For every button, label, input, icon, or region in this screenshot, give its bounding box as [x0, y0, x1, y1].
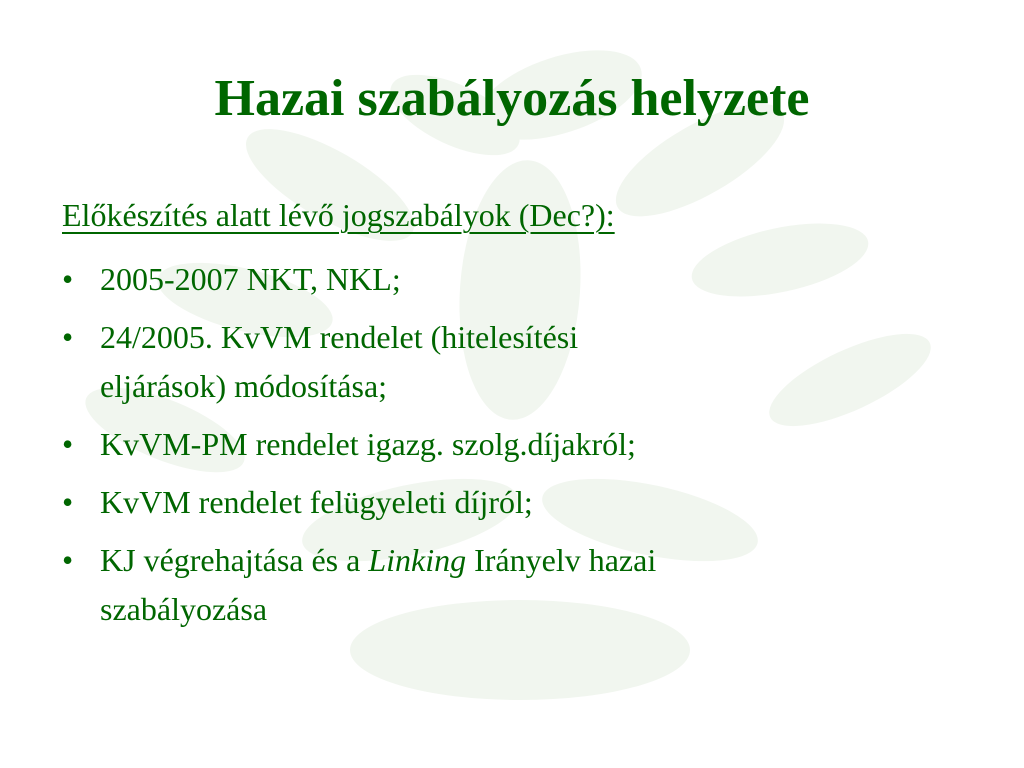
list-item: [62, 536, 962, 634]
section-heading: Előkészítés alatt lévő jogszabályok (Dec?):: [62, 197, 615, 233]
bullet-icon: •: [62, 542, 74, 578]
list-item-text: KvVM-PM rendelet igazg. szolg.díjakról;: [100, 426, 636, 462]
list-item-text-prefix: KJ végrehajtása és a: [100, 542, 369, 578]
list-item-text-line-1: 24/2005. KvVM rendelet (hitelesítési: [100, 319, 579, 355]
list-item: [62, 478, 962, 527]
list-item: [62, 313, 962, 411]
slide-title: Hazai szabályozás helyzete: [214, 70, 810, 127]
bullet-icon: •: [62, 261, 74, 297]
bullet-icon: •: [62, 484, 74, 520]
list-item-text: 2005-2007 NKT, NKL;: [100, 261, 401, 297]
emphasized-term: Linking: [368, 542, 467, 578]
list-item: [62, 420, 962, 469]
bullet-list: [62, 255, 962, 643]
list-item-text-line-2: szabályozása: [100, 591, 268, 627]
bullet-icon: •: [62, 319, 74, 355]
list-item: [62, 255, 962, 304]
list-item-text-suffix: Irányelv hazai: [466, 542, 657, 578]
bullet-icon: •: [62, 426, 74, 462]
list-item-text: KvVM rendelet felügyeleti díjról;: [100, 484, 533, 520]
list-item-text-line-2: eljárások) módosítása;: [100, 368, 388, 404]
